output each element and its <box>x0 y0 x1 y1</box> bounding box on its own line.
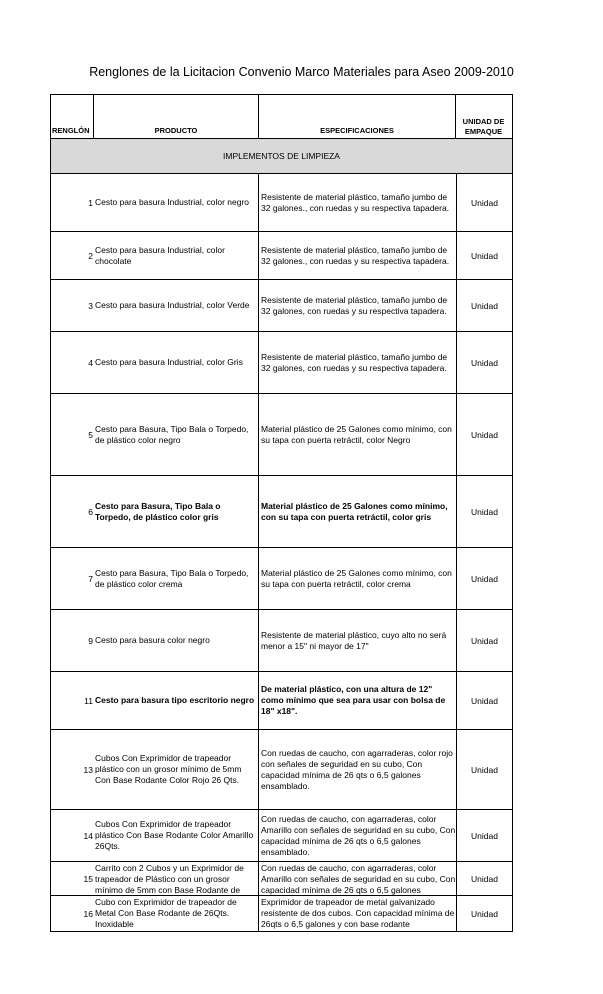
row-spec: Material plástico de 25 Galones como mínimo, con su tapa con puerta retráctil, color Negro <box>259 394 457 475</box>
row-number: 13 <box>83 764 93 775</box>
row-number: 11 <box>84 695 93 706</box>
table-row <box>50 332 513 394</box>
row-spec: Con ruedas de caucho, con agarraderas, color rojo con señales de seguridad en su cubo, Con capacidad mínima de 26 qts o 6,5 galones ensamblado. <box>259 730 457 809</box>
row-product: Cubo con Exprimidor de trapeador de Metal Con Base Rodante de 26Qts. Inoxidable <box>95 896 259 931</box>
row-unit: Unidad <box>471 873 498 884</box>
row-unit: Unidad <box>471 506 498 517</box>
row-spec: Resistente de material plástico, tamaño jumbo de 32 galones, con ruedas y su respectiva tapadera. <box>259 332 457 393</box>
header-especificaciones: ESPECIFICACIONES <box>259 95 456 138</box>
row-unit: Unidad <box>471 250 498 261</box>
header-producto: PRODUCTO <box>94 95 259 138</box>
header-renglon: RENGLÓN <box>51 95 94 138</box>
table-row <box>50 810 513 862</box>
row-product: Cubos Con Exprimidor de trapeador plástico Con Base Rodante Color Amarillo 26Qts. <box>95 810 259 861</box>
table-row <box>50 896 513 932</box>
row-unit: Unidad <box>471 764 498 775</box>
section-heading: IMPLEMENTOS DE LIMPIEZA <box>50 138 513 174</box>
row-number: 5 <box>88 429 93 440</box>
table-row <box>50 672 513 730</box>
table-header <box>50 94 513 138</box>
row-product: Cesto para basura Industrial, color Verde <box>95 280 259 331</box>
table-row <box>50 280 513 332</box>
row-spec: Resistente de material plástico, tamaño jumbo de 32 galones., con ruedas y su respectiva tapadera. <box>259 174 457 231</box>
row-product: Cesto para basura Industrial, color negro <box>95 174 259 231</box>
table-row <box>50 548 513 610</box>
page-title: Renglones de la Licitacion Convenio Marco Materiales para Aseo 2009-2010 <box>89 65 514 79</box>
table-row <box>50 232 513 280</box>
row-spec: Exprimidor de trapeador de metal galvanizado resistente de dos cubos. Con capacidad mínima de 26qts o 6,5 galones y con base rodante <box>259 896 457 931</box>
row-unit: Unidad <box>471 908 498 919</box>
row-spec: Resistente de material plástico, tamaño jumbo de 32 galones., con ruedas y su respectiva tapadera. <box>259 232 457 279</box>
row-unit: Unidad <box>471 830 498 841</box>
row-product: Cesto para basura Industrial, color chocolate <box>95 232 259 279</box>
row-number: 14 <box>83 830 93 841</box>
row-number: 16 <box>83 908 93 919</box>
row-number: 3 <box>88 300 93 311</box>
row-spec: Con ruedas de caucho, con agarraderas, color Amarillo con señales de seguridad en su cubo, Con capacidad mínima de 26 qts o 6,5 galones <box>261 863 456 895</box>
row-product: Cesto para Basura, Tipo Bala o Torpedo, de plástico color gris <box>95 476 259 547</box>
row-unit: Unidad <box>471 573 498 584</box>
row-product: Carrito con 2 Cubos y un Exprimidor de trapeador de Plástico con un grosor mínimo de 5mm con Base Rodante de <box>95 862 259 895</box>
row-product: Cesto para basura Industrial, color Gris <box>95 332 259 393</box>
row-product: Cesto para Basura, Tipo Bala o Torpedo, de plástico color crema <box>95 548 259 609</box>
row-product: Cesto para basura color negro <box>95 610 259 671</box>
table-row <box>50 394 513 476</box>
row-spec: Resistente de material plástico, cuyo alto no será menor a 15" ni mayor de 17" <box>259 610 457 671</box>
row-number: 2 <box>88 250 93 261</box>
row-product: Cubos Con Exprimidor de trapeador plástico con un grosor mínimo de 5mm Con Base Rodante Color Rojo 26 Qts. <box>95 730 259 809</box>
items-table <box>50 94 513 932</box>
header-unidad: UNIDAD DE EMPAQUE <box>462 117 505 136</box>
row-number: 6 <box>88 506 93 517</box>
row-unit: Unidad <box>471 357 498 368</box>
row-spec: Material plástico de 25 Galones como mínimo, con su tapa con puerta retráctil, color gris <box>259 476 457 547</box>
row-number: 15 <box>83 873 93 884</box>
table-row <box>50 610 513 672</box>
table-row <box>50 174 513 232</box>
row-unit: Unidad <box>471 635 498 646</box>
row-product: Cesto para Basura, Tipo Bala o Torpedo, de plástico color negro <box>95 394 259 475</box>
row-number: 1 <box>88 197 93 208</box>
row-unit: Unidad <box>471 300 498 311</box>
row-spec: Con ruedas de caucho, con agarraderas, color Amarillo con señales de seguridad en su cubo, Con capacidad mínima de 26 qts o 6,5 galones ensamblado. <box>259 810 457 861</box>
row-spec: Resistente de material plástico, tamaño jumbo de 32 galones, con ruedas y su respectiva tapadera. <box>259 280 457 331</box>
row-spec: De material plástico, con una altura de 12" como mínimo que sea para usar con bolsa de 18" x18". <box>259 672 457 729</box>
row-number: 7 <box>88 573 93 584</box>
table-row <box>50 730 513 810</box>
table-row <box>50 862 513 896</box>
row-unit: Unidad <box>471 429 498 440</box>
row-spec: Material plástico de 25 Galones como mínimo, con su tapa con puerta retráctil, color crema <box>259 548 457 609</box>
row-number: 9 <box>88 635 93 646</box>
row-product: Cesto para basura tipo escritorio negro <box>95 672 259 729</box>
row-number: 4 <box>88 357 93 368</box>
row-unit: Unidad <box>471 695 498 706</box>
row-unit: Unidad <box>471 197 498 208</box>
table-row <box>50 476 513 548</box>
